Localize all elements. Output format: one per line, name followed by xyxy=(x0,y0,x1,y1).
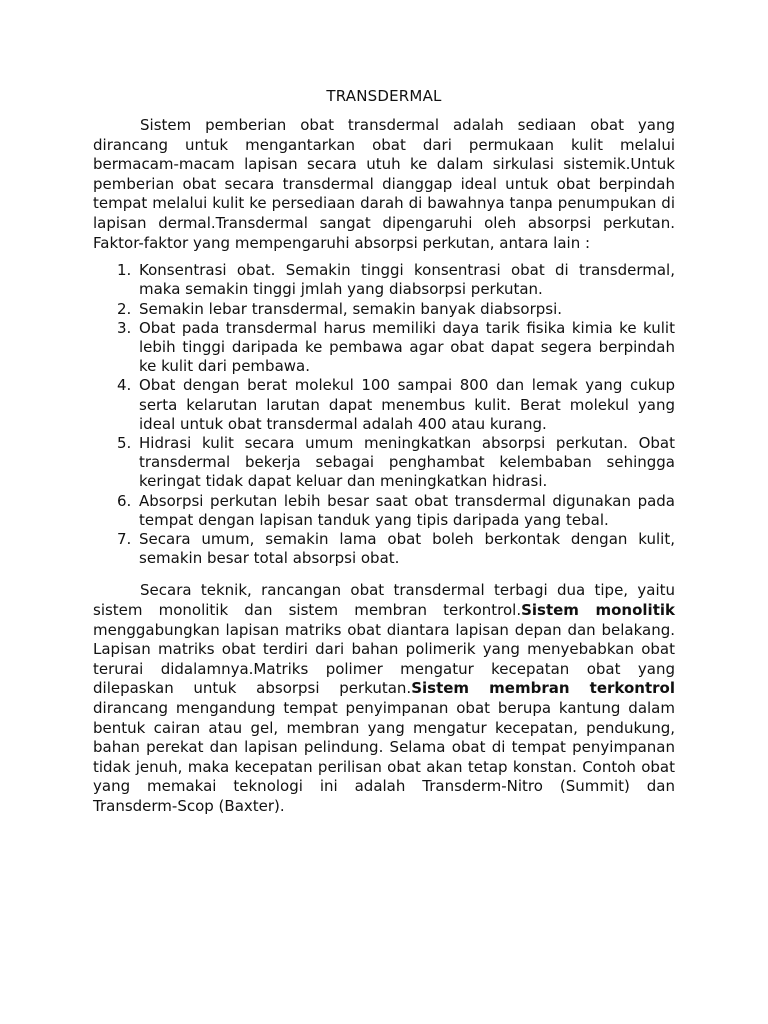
factors-list xyxy=(93,261,675,568)
list-number: 6. xyxy=(117,491,132,510)
list-number: 7. xyxy=(117,530,132,548)
list-item xyxy=(93,492,675,530)
list-item-text: Secara umum, semakin lama obat boleh berkontak dengan kulit, semakin besar total absorpsi obat. xyxy=(139,530,675,568)
list-item xyxy=(93,261,675,299)
list-item xyxy=(93,376,675,434)
list-item xyxy=(93,434,675,492)
list-number: 2. xyxy=(117,299,132,318)
list-item xyxy=(93,300,675,319)
membrane-term: Sistem membran terkontrol xyxy=(411,679,675,698)
intro-paragraph: Sistem pemberian obat transdermal adalah sediaan obat yang dirancang untuk mengantarkan obat dari permukaan kulit melalui bermacam-macam lapisan secara utuh ke dalam sirkulasi sistemik.Untuk pemberian obat secara transdermal dianggap ideal untuk obat berpindah tempat melalui kulit ke persediaan darah di bawahnya tanpa penumpukan di lapisan dermal.Transdermal sangat dipengaruhi oleh absorpsi perkutan. Faktor-faktor yang mempengaruhi absorpsi perkutan, antara lain : xyxy=(93,116,675,252)
document-title: TRANSDERMAL xyxy=(326,87,442,105)
list-item-text: Konsentrasi obat. Semakin tinggi konsentrasi obat di transdermal, maka semakin tinggi jmlah yang diabsorpsi perkutan. xyxy=(139,261,675,299)
list-item xyxy=(93,319,675,377)
document-page xyxy=(93,86,675,817)
list-number: 5. xyxy=(117,433,132,452)
types-text-1: Secara teknik, rancangan obat transdermal terbagi dua tipe, yaitu sistem monolitik dan sistem membran terkontrol. xyxy=(93,581,675,619)
list-number: 4. xyxy=(117,376,132,395)
monolithic-term: Sistem monolitik xyxy=(521,601,675,619)
types-text-2: menggabungkan lapisan matriks obat diantara lapisan depan dan belakang. Lapisan matriks obat terdiri dari bahan polimerik yang menyebabkan obat terurai didalamnya.Matriks polimer mengatur kecepatan obat yang dilepaskan untuk absorpsi perkutan. xyxy=(93,620,675,698)
list-item-text: Hidrasi kulit secara umum meningkatkan absorpsi perkutan. Obat transdermal bekerja sebagai penghambat kelembaban sehingga keringat tidak dapat keluar dan meningkatkan hidrasi. xyxy=(139,433,675,491)
list-item xyxy=(93,530,675,568)
list-number: 1. xyxy=(117,261,132,280)
types-paragraph xyxy=(93,581,675,816)
list-item-text: Obat dengan berat molekul 100 sampai 800 dan lemak yang cukup serta kelarutan larutan dapat menembus kulit. Berat molekul yang ideal untuk obat transdermal adalah 400 atau kurang. xyxy=(139,376,675,433)
types-text-3: dirancang mengandung tempat penyimpanan obat berupa kantung dalam bentuk cairan atau gel, membran yang mengatur kecepatan, pendukung, bahan perekat dan lapisan pelindung. Selama obat di tempat penyimpanan tidak jenuh, maka kecepatan perilisan obat akan tetap konstan. Contoh obat yang memakai teknologi ini adalah Transderm-Nitro (Summit) dan Transderm-Scop (Baxter). xyxy=(93,698,675,815)
list-item-text: Semakin lebar transdermal, semakin banyak diabsorpsi. xyxy=(139,299,563,318)
list-item-text: Absorpsi perkutan lebih besar saat obat transdermal digunakan pada tempat dengan lapisan tanduk yang tipis daripada yang tebal. xyxy=(139,491,675,529)
list-item-text: Obat pada transdermal harus memiliki daya tarik fisika kimia ke kulit lebih tinggi daripada ke pembawa agar obat dapat segera berpindah ke kulit dari pembawa. xyxy=(139,318,675,376)
list-number: 3. xyxy=(117,318,132,337)
